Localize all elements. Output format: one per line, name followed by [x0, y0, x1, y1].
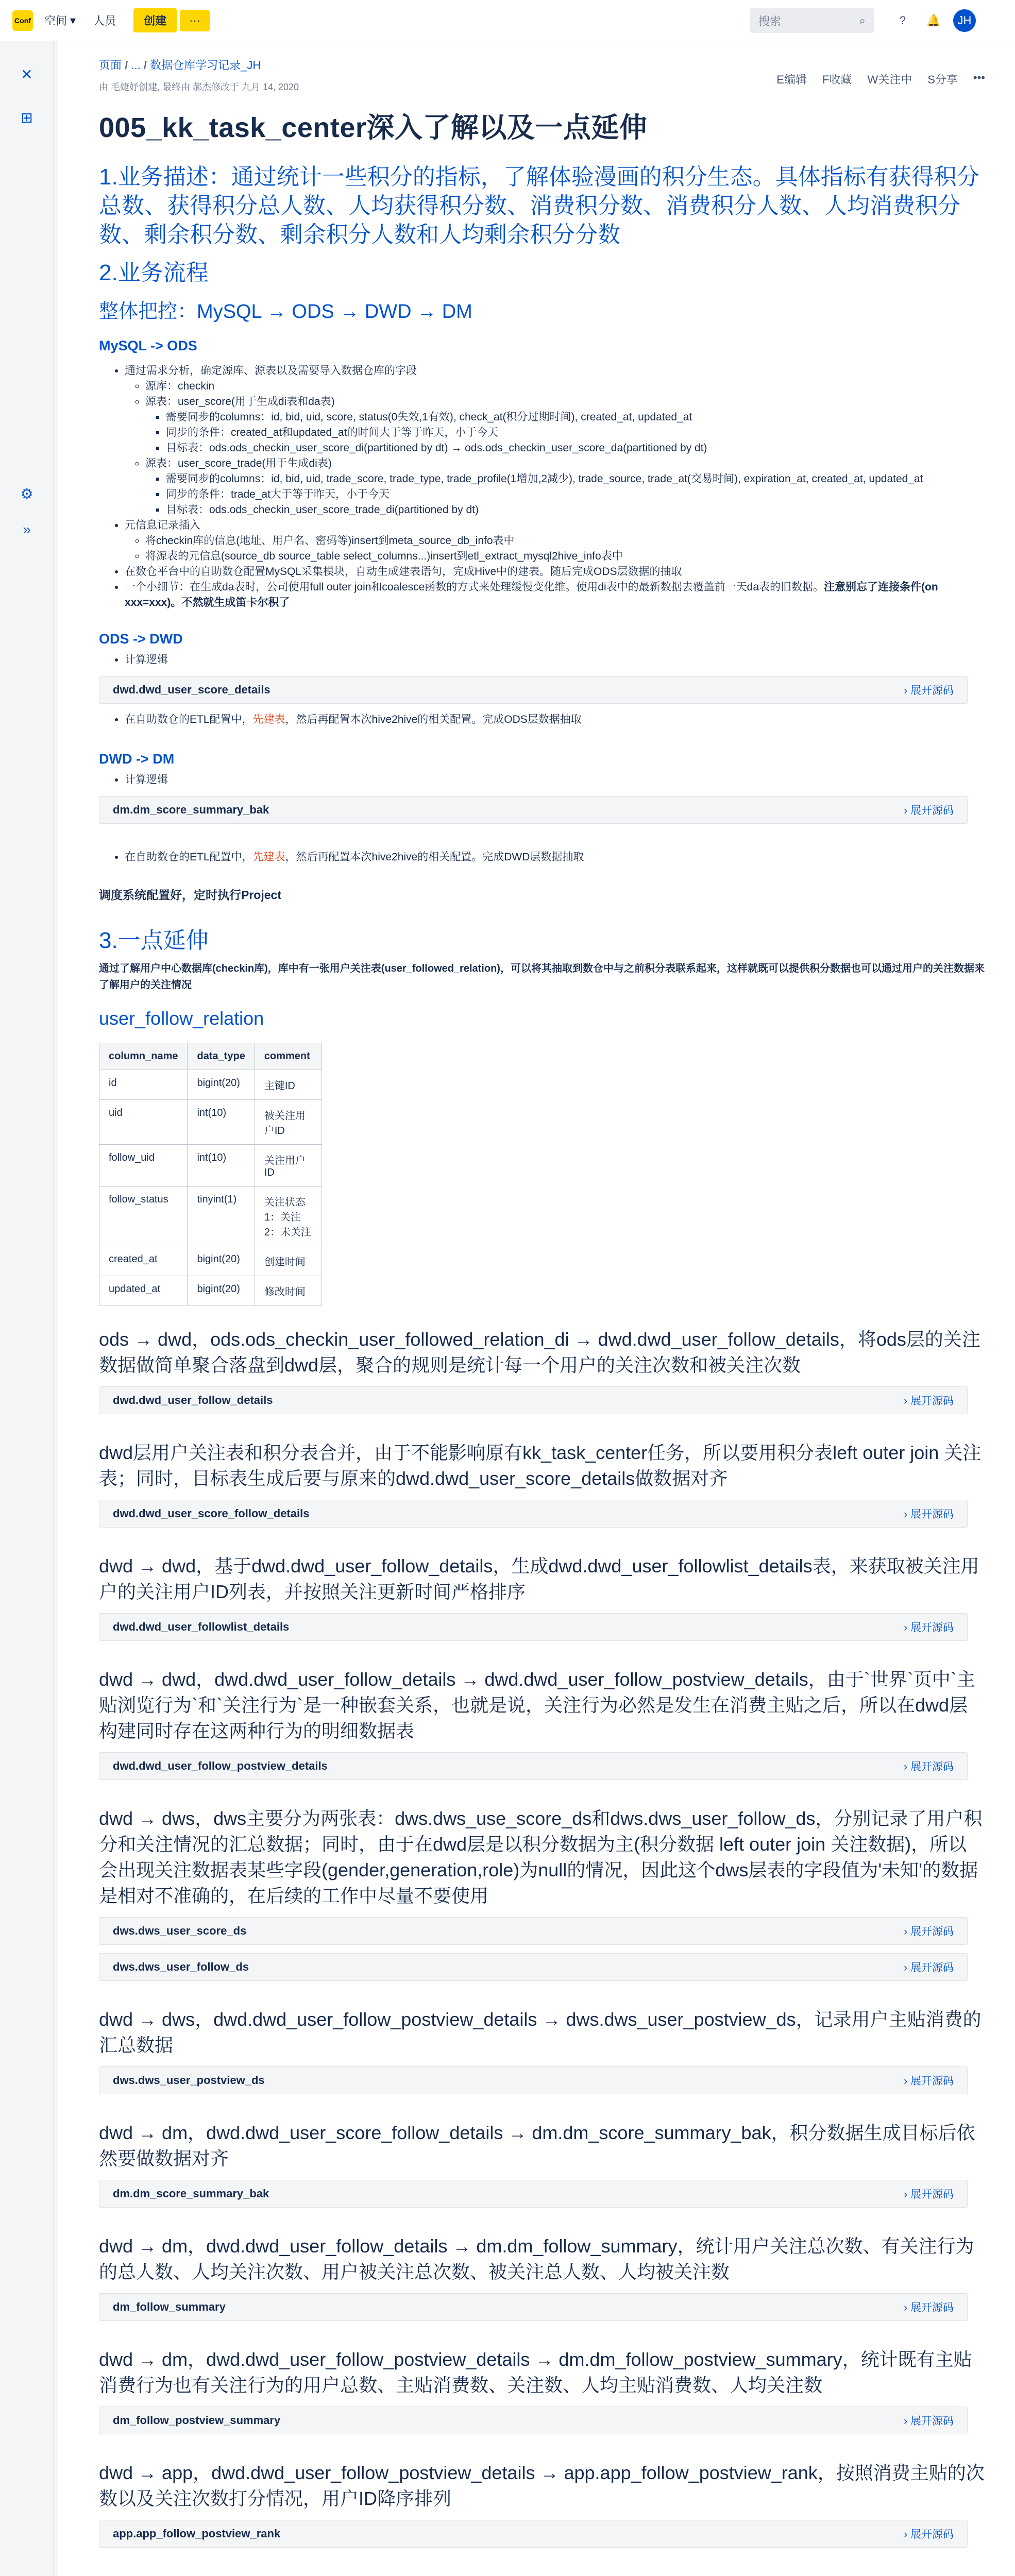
create-button[interactable]: 创建: [133, 8, 177, 32]
extension-block: [99, 1553, 985, 1641]
list-item: ▪ 需要同步的columns：id, bid, uid, score, status(0失效,1有效), check_at(积分过期时间), created_at, updated_at: [166, 410, 985, 425]
code-block[interactable]: dm.dm_score_summary_bak › 展开源码: [99, 2180, 968, 2208]
overall-flow: 整体把控：MySQL → ODS → DWD → DM: [99, 301, 472, 323]
list-item: • 在自助数仓的ETL配置中，先建表，然后再配置本次hive2hive的相关配置。完成DWD层数据抽取: [125, 850, 985, 865]
page-main: [58, 41, 1015, 2576]
ods-dwd-heading: ODS -> DWD: [99, 631, 183, 647]
table-row: created_at bigint(20) 创建时间: [99, 1246, 322, 1276]
code-block[interactable]: dws.dws_user_score_ds › 展开源码: [99, 1917, 968, 1945]
extension-block: [99, 2347, 985, 2434]
left-sidebar: [0, 41, 54, 2576]
extension-text: dwd → dws，dws主要分为两张表：dws.dws_use_score_ds和dws.dws_user_follow_ds，分别记录了用户积分和关注情况的汇总数据；同时，由于在dwd层是以积分数据为主(积分数据 left outer join 关注数据)，所以会出现关注数据表某些字段(gender,generation,role)为null的情况，因此这个dws层表的字段值为'未知'的数据是相对不准确的，在后续的工作中尽量不要使用: [99, 1808, 983, 1906]
extension-text: dwd → app，dwd.dwd_user_follow_postview_details → app.app_follow_postview_rank，按照消费主贴的次数以及关注次数打分情况，用户ID降序排列: [99, 2462, 985, 2509]
expand-source-button[interactable]: › 展开源码: [904, 2075, 954, 2087]
search-icon: ⌕: [859, 14, 866, 27]
help-icon[interactable]: ?: [899, 14, 906, 27]
breadcrumb-home[interactable]: 页面: [99, 59, 122, 72]
expand-source-button[interactable]: › 展开源码: [904, 2529, 954, 2540]
notification-icon[interactable]: 🔔: [926, 14, 941, 27]
edit-button[interactable]: E编辑: [776, 73, 807, 86]
expand-source-button[interactable]: › 展开源码: [904, 805, 954, 817]
share-button[interactable]: S分享: [927, 73, 958, 86]
extension-text: dwd → dm，dwd.dwd_user_score_follow_details → dm.dm_score_summary_bak，积分数据生成目标后依然要做数据对齐: [99, 2122, 975, 2169]
extension-block: [99, 2460, 985, 2548]
table-header: column_name: [99, 1043, 188, 1070]
gear-icon[interactable]: ⚙: [20, 485, 33, 502]
expand-source-button[interactable]: › 展开源码: [904, 1509, 954, 1520]
breadcrumb-ellipsis[interactable]: ...: [131, 59, 141, 72]
code-block[interactable]: dwd.dwd_user_follow_details › 展开源码: [99, 1386, 968, 1414]
page-meta: 由 毛婕妤创建, 最终由 郝杰修改于 九月 14, 2020: [99, 82, 299, 92]
expand-source-button[interactable]: › 展开源码: [904, 1395, 954, 1407]
code-block[interactable]: dwd.dwd_user_score_follow_details › 展开源码: [99, 1500, 968, 1528]
people-link[interactable]: 人员: [93, 14, 116, 27]
dwd-dm-heading: DWD -> DM: [99, 751, 175, 767]
page-tree-icon[interactable]: ⊞: [21, 109, 33, 126]
mysql-ods-heading: MySQL -> ODS: [99, 338, 197, 353]
list-item: ◦ 源库：checkin: [145, 379, 985, 394]
search-input[interactable]: 搜索 ⌕: [750, 8, 874, 33]
page-title: 005_kk_task_center深入了解以及一点延伸: [99, 112, 648, 143]
expand-source-button[interactable]: › 展开源码: [904, 1926, 954, 1938]
code-block[interactable]: dm_follow_summary › 展开源码: [99, 2293, 968, 2321]
extension-blocks: [99, 1327, 985, 2576]
table-row: follow_uid int(10) 关注用户ID: [99, 1145, 322, 1187]
extension-block: [99, 2007, 985, 2094]
list-item: ▪ 同步的条件：created_at和updated_at的时间大于等于昨天，小于今天: [166, 425, 985, 440]
spaces-menu[interactable]: 空间 ▾: [44, 13, 76, 27]
favorite-button[interactable]: F收藏: [822, 73, 852, 86]
list-item: • 在自助数仓的ETL配置中，先建表，然后再配置本次hive2hive的相关配置。完成ODS层数据抽取: [125, 712, 985, 727]
chevron-down-icon: ▾: [70, 13, 76, 27]
avatar[interactable]: JH: [953, 9, 976, 32]
list-item: ◦ 将checkin库的信息(地址、用户名、密码等)insert到meta_source_db_info表中: [145, 533, 985, 549]
create-more-button[interactable]: ···: [180, 10, 210, 31]
expand-source-button[interactable]: › 展开源码: [904, 1962, 954, 1974]
breadcrumb-parent[interactable]: 数据仓库学习记录_JH: [150, 59, 261, 72]
list-item: ▪ 目标表：ods.ods_checkin_user_score_trade_di(partitioned by dt): [166, 502, 985, 518]
table-row: id bigint(20) 主键ID: [99, 1070, 322, 1100]
watch-button[interactable]: W关注中: [867, 73, 912, 86]
page-actions: [776, 71, 985, 87]
list-item: ▪ 需要同步的columns：id, bid, uid, trade_score, trade_type, trade_profile(1增加,2减少), trade_source, trade_at(交易时间), expiration_at, created_at, updated_at: [166, 471, 985, 487]
extension-text: [99, 2573, 985, 2576]
list-item: • 一个小细节：在生成da表时，公司使用full outer join和coalesce函数的方式来处理缓慢变化维。使用di表中的最新数据去覆盖前一天da表的旧数据。注意别忘了连接条件(on xxx=xxx)。不然就生成笛卡尔积了: [125, 580, 985, 611]
code-block[interactable]: dwd.dwd_user_follow_postview_details › 展开源码: [99, 1752, 968, 1780]
section-1-heading: 1.业务描述：通过统计一些积分的指标，了解体验漫画的积分生态。具体指标有获得积分总数、获得积分总人数、人均获得积分数、消费积分数、消费积分人数、人均消费积分数、剩余积分数、剩余积分人数和人均剩余积分分数: [99, 164, 979, 247]
list-item: • 计算逻辑: [125, 652, 985, 668]
code-block[interactable]: dws.dws_user_follow_ds › 展开源码: [99, 1953, 968, 1981]
section-2-heading: 2.业务流程: [99, 260, 209, 285]
mysql-ods-list: [125, 363, 985, 611]
code-block[interactable]: dm.dm_score_summary_bak › 展开源码: [99, 796, 968, 824]
extension-block: [99, 1440, 985, 1528]
breadcrumb: 页面 / ... / 数据仓库学习记录_JH: [99, 59, 261, 72]
expand-sidebar-icon[interactable]: »: [23, 521, 31, 537]
list-item: ◦ 源表：user_score_trade(用于生成di表): [145, 456, 985, 471]
extension-block: [99, 1667, 985, 1780]
table-row: follow_status tinyint(1) 关注状态 1：关注 2：未关注: [99, 1187, 322, 1246]
code-block[interactable]: dm_follow_postview_summary › 展开源码: [99, 2406, 968, 2434]
table-header-row: [99, 1043, 322, 1070]
extension-text: dwd → dwd，基于dwd.dwd_user_follow_details，生成dwd.dwd_user_followlist_details表，来获取被关注用户的关注用户ID列表，并按照关注更新时间严格排序: [99, 1555, 979, 1602]
expand-source-button[interactable]: › 展开源码: [904, 685, 954, 697]
extension-block: [99, 2233, 985, 2321]
list-item: • 元信息记录插入: [125, 518, 985, 533]
section-3-intro: 通过了解用户中心数据库(checkin库)，库中有一张用户关注表(user_followed_relation)，可以将其抽取到数仓中与之前积分表联系起来，这样就既可以提供积分数据也可以通过用户的关注数据来了解用户的关注情况: [99, 963, 985, 991]
extension-block: [99, 2573, 985, 2576]
code-block[interactable]: dwd.dwd_user_followlist_details › 展开源码: [99, 1613, 968, 1641]
expand-source-button[interactable]: › 展开源码: [904, 1622, 954, 1634]
list-item: ◦ 将源表的元信息(source_db source_table select_columns...)insert到etl_extract_mysql2hive_info表中: [145, 549, 985, 564]
relation-title: user_follow_relation: [99, 1008, 264, 1029]
expand-source-button[interactable]: › 展开源码: [904, 2189, 954, 2200]
table-row: uid int(10) 被关注用户ID: [99, 1100, 322, 1145]
extension-text: dwd → dws，dwd.dwd_user_follow_postview_details → dws.dws_user_postview_ds，记录用户主贴消费的汇总数据: [99, 2009, 982, 2056]
list-item: • 计算逻辑: [125, 772, 985, 788]
extension-text: dwd → dwd，dwd.dwd_user_follow_details → dwd.dwd_user_follow_postview_details，由于`世界`页中`主贴浏览行为`和`关注行为`是一种嵌套关系，也就是说，关注行为必然是发生在消费主贴之后，所以在dwd层构建同时存在这两种行为的明细数据表: [99, 1669, 975, 1741]
section-3-heading: 3.一点延伸: [99, 928, 209, 953]
code-block[interactable]: dwd.dwd_user_score_details › 展开源码: [99, 676, 968, 704]
list-item: • 通过需求分析，确定源库、源表以及需要导入数据仓库的字段: [125, 363, 985, 379]
extension-block: [99, 2120, 985, 2208]
list-item: • 在数仓平台中的自助数仓配置MySQL采集模块，自动生成建表语句，完成Hive中的建表。随后完成ODS层数据的抽取: [125, 564, 985, 580]
extension-text: ods → dwd，ods.ods_checkin_user_followed_relation_di → dwd.dwd_user_follow_details，将ods层的关注数据做简单聚合落盘到dwd层，聚合的规则是统计每一个用户的关注次数和被关注次数: [99, 1329, 980, 1376]
extension-block: [99, 1327, 985, 1414]
schedule-note: 调度系统配置好，定时执行Project: [99, 888, 281, 902]
extension-text: dwd → dm，dwd.dwd_user_follow_postview_details → dm.dm_follow_postview_summary，统计既有主贴消费行为也有关注行为的用户总数、主贴消费数、关注数、人均主贴消费数、人均关注数: [99, 2349, 972, 2396]
extension-text: dwd → dm，dwd.dwd_user_follow_details → dm.dm_follow_summary，统计用户关注总次数、有关注行为的总人数、人均关注次数、用户被关注总次数、被关注总人数、人均被关注数: [99, 2235, 974, 2282]
confluence-logo[interactable]: Conf: [12, 10, 33, 31]
expand-source-button[interactable]: › 展开源码: [904, 2302, 954, 2314]
list-item: ◦ 源表：user_score(用于生成di表和da表): [145, 394, 985, 410]
extension-text: dwd层用户关注表和积分表合并，由于不能影响原有kk_task_center任务，所以要用积分表left outer join 关注表；同时，目标表生成后要与原来的dwd.dwd_user_score_details做数据对齐: [99, 1442, 982, 1489]
table-header: data_type: [188, 1043, 255, 1070]
list-item: ▪ 目标表：ods.ods_checkin_user_score_di(partitioned by dt) → ods.ods_checkin_user_score_da(partitioned by dt): [166, 440, 985, 456]
table-row: updated_at bigint(20) 修改时间: [99, 1276, 322, 1306]
relation-table: [99, 1043, 322, 1306]
expand-source-button[interactable]: › 展开源码: [904, 2415, 954, 2427]
confluence-app-icon[interactable]: ✕: [21, 66, 33, 82]
code-block[interactable]: dws.dws_user_postview_ds › 展开源码: [99, 2066, 968, 2094]
extension-block: [99, 1806, 985, 1981]
list-item: ▪ 同步的条件：trade_at大于等于昨天，小于今天: [166, 487, 985, 502]
code-block[interactable]: app.app_follow_postview_rank › 展开源码: [99, 2520, 968, 2548]
table-header: comment: [255, 1043, 322, 1070]
more-actions-button[interactable]: •••: [973, 71, 985, 84]
expand-source-button[interactable]: › 展开源码: [904, 1761, 954, 1773]
